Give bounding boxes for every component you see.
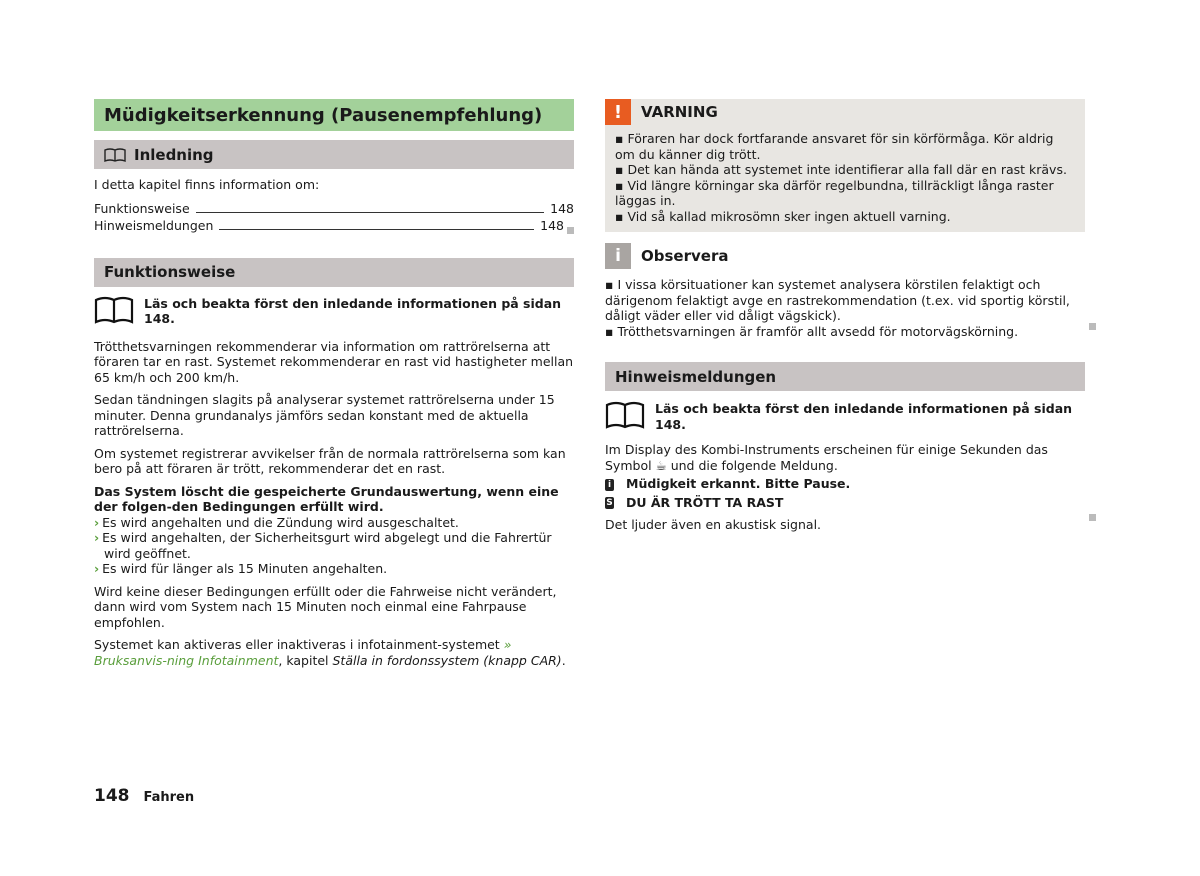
message-row: S DU ÄR TRÖTT TA RAST <box>606 494 784 510</box>
page-number: 148 <box>94 786 130 806</box>
paragraph: Wird keine dieser Bedingungen erfüllt oder die Fahrweise nicht verändert, dann wird vom System nach 15 Minuten noch einmal eine Fahrpause empfohlen. <box>94 583 557 630</box>
intro-heading-label: Inledning <box>134 145 214 164</box>
paragraph: Trötthetsvarningen rekommenderar via information om rattrörelserna att föraren tar en rast. Systemet rekommenderar en rast vid hastigheter mellan 65 km/h och 200 km/h. <box>94 338 574 385</box>
observera-title: Observera <box>641 247 729 265</box>
paragraph: Om systemet registrerar avvikelser från de normala rattrörelserna som kan bero på att föraren är trött, rekommenderar det en rast. <box>94 445 566 476</box>
paragraph: Systemet kan aktiveras eller inaktiveras i infotainment-systemet » Bruksanvis-ning Infotainment, kapitel Ställa in fordonssystem (knapp CAR). <box>94 637 566 668</box>
paragraph: Sedan tändningen slagits på analyserar systemet rattrörelserna under 15 minuter. Denna grundanalys jämförs sedan konstant med de aktuella rattrörelserna. <box>94 392 555 438</box>
book-icon <box>104 148 126 162</box>
warning-icon: ! <box>605 99 631 125</box>
end-marker <box>1089 514 1096 521</box>
list-item: ▪ Vid så kallad mikrosömn sker ingen aktuell varning. <box>615 208 951 224</box>
info-symbol-icon: i <box>605 479 614 491</box>
observera-header <box>605 243 1085 269</box>
right-column <box>605 99 1085 533</box>
list-item: › Es wird angehalten, der Sicherheitsgurt wird abgelegt und die Fahrertür wird geöffnet. <box>94 530 552 561</box>
list-item: › Es wird für länger als 15 Minuten angehalten. <box>94 561 388 576</box>
notice <box>605 401 1085 432</box>
intro-text: I detta kapitel finns information om: <box>94 177 320 192</box>
toc-row[interactable] <box>94 218 574 234</box>
end-marker <box>567 227 574 234</box>
paragraph: Det ljuder även en akustisk signal. <box>605 517 822 532</box>
list-item: ▪ Föraren har dock fortfarande ansvaret för sin körförmåga. Kör aldrig om du känner dig trött. <box>615 131 1054 162</box>
warning-box <box>605 99 1085 232</box>
paragraph: Im Display des Kombi-Instruments erscheinen für einige Sekunden das Symbol ☕ und die folgende Meldung. <box>605 442 1048 473</box>
s-symbol-icon: S <box>606 498 613 508</box>
end-marker <box>1089 323 1096 330</box>
list-item: ▪ Det kan hända att systemet inte identifierar alla fall där en rast krävs. <box>615 162 1067 177</box>
bullet-list <box>94 515 574 577</box>
intro-heading <box>94 140 574 169</box>
notice-text: Läs och beakta först den inledande informationen på sidan 148. <box>655 401 1073 432</box>
list-item: ▪ Trötthetsvarningen är framför allt avsedd för motorvägskörning. <box>605 323 1019 339</box>
warning-title: VARNING <box>641 103 718 121</box>
warning-list <box>605 125 1085 224</box>
warning-header <box>605 99 1085 125</box>
book-icon <box>94 296 134 324</box>
page-footer <box>94 786 194 806</box>
notice <box>94 296 574 327</box>
notice-text: Läs och beakta först den inledande informationen på sidan 148. <box>144 295 562 326</box>
left-column <box>94 99 574 668</box>
list-item: ▪ I vissa körsituationer kan systemet analysera körstilen felaktigt och därigenom felaktigt avge en rastrekommendation (t.ex. vid sportig körstil, dåligt väder eller vid dåligt vägskick). <box>605 277 1070 323</box>
toc-label: Funktionsweise <box>94 200 190 216</box>
chapter-name: Fahren <box>143 790 195 805</box>
section-heading-hinweismeldungen: Hinweismeldungen <box>605 362 1085 391</box>
bold-paragraph: Das System löscht die gespeicherte Grundauswertung, wenn eine der folgen-den Bedingungen erfüllt wird. <box>94 483 559 514</box>
toc <box>94 201 574 234</box>
manual-link[interactable]: » Bruksanvis-ning Infotainment <box>94 637 512 668</box>
section-heading-funktionsweise: Funktionsweise <box>94 258 574 287</box>
list-item: › Es wird angehalten und die Zündung wird ausgeschaltet. <box>94 514 459 530</box>
message-row: i Müdigkeit erkannt. Bitte Pause. <box>605 476 1085 492</box>
toc-page: 148 <box>550 200 574 216</box>
toc-label: Hinweismeldungen <box>94 217 214 233</box>
observera-list <box>605 277 1085 339</box>
chapter-title: Müdigkeitserkennung (Pausenempfehlung) <box>94 99 574 131</box>
toc-page: 148 <box>540 217 564 233</box>
book-icon <box>605 401 645 429</box>
list-item: ▪ Vid längre körningar ska därför regelbundna, tillräckligt långa raster läggas in. <box>615 177 1054 208</box>
toc-row[interactable] <box>94 201 574 217</box>
info-icon: i <box>605 243 631 269</box>
